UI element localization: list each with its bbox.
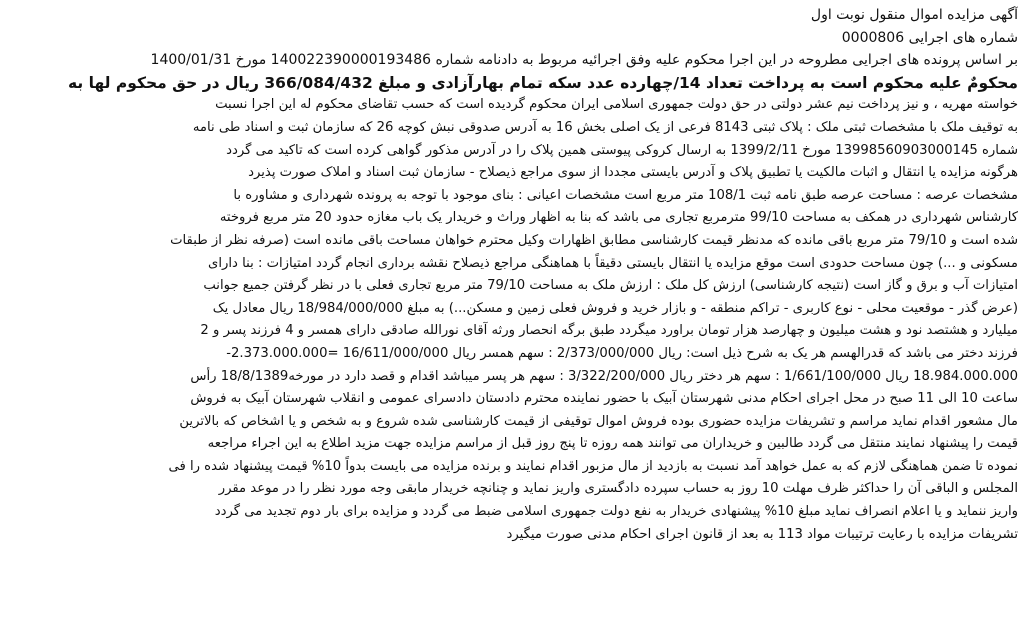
notice-body-line: (عرض گذر - موقعیت محلی - نوع کاربری - تراکم منطقه - و بازار خرید و فروش فعلی زمین و مسکن...) به مبلغ 18/984/000/000 ریال معادل یک <box>212 300 1018 316</box>
notice-body-line: هرگونه مزایده یا انتقال و اثبات مالکیت یا تطبیق پلاک و آدرس بایستی مجددا از سوی مراجع ذیصلاح - سازمان ثبت اسناد و املاک صورت پذیرد <box>248 165 1018 181</box>
auction-notice <box>6 0 1018 546</box>
notice-body-line: 18.984.000.000 ریال 1/661/100/000 : سهم هر دختر ریال 3/322/200/000 : سهم هر پسر میباشد اقدام و قصد دارد در مورخه18/8/1389 رأس <box>190 368 1018 384</box>
notice-body-line: شماره 13998560903000145 مورخ 1399/2/11 به ارسال کروکی پیوستی همین پلاک را در آدرس مذکور گواهی کرده است که تاکید می گردد <box>226 142 1018 158</box>
notice-body-line: خواسته مهریه ، و نیز پرداخت نیم عشر دولتی در حق دولت جمهوری اسلامی ایران محکوم گردیده است که حسب تقاضای محکوم له این اجرا نسبت <box>215 97 1018 113</box>
notice-body-line: امتیازات آب و برق و گاز است (نتیجه کارشناسی) ارزش کل ملک : ارزش ملک به مساحت 79/10 متر مربع تجاری فعلی با در نظر گرفتن جمیع جوانب <box>203 278 1018 294</box>
notice-body-line: شده است و 79/10 متر مربع باقی مانده که مدنظر قیمت کارشناسی مطابق اظهارات وکیل محترم خواهان مساحت باقی مانده است (صرفه نظر از طبقات <box>170 232 1018 248</box>
notice-body-line: مسکونی و ...) چون مساحت حدودی است موقع مزایده یا انتقال بایستی دقیقاً با هماهنگی مراجع ذیصلاح نقشه برداری انجام گردد امتیازات : بنا دارای <box>208 255 1018 271</box>
notice-reference-number: شماره های اجرایی 0000806 <box>841 29 1018 46</box>
notice-body-line: واریز ننماید و یا اعلام انصراف نماید مبلغ 10% پیشنهادی خریدار به نفع دولت جمهوری اسلامی ضبط می گردد و مزایده برای بار دوم تجدید می گردد <box>214 504 1018 520</box>
notice-body-line: ساعت 10 الی 11 صبح در محل اجرای احکام مدنی شهرستان آبیک با حضور نماینده محترم دادستان دادسرای عمومی و انقلاب شهرستان آبیک به فروش <box>190 391 1018 407</box>
notice-body-line: فرزند دختر می باشد که قدرالهسم هر یک به شرح ذیل است: ریال 2/373/000/000 : سهم همسر ریال 16/611/000/000 =2.373.000.000- <box>226 345 1018 361</box>
notice-body-line: مال مشعور اقدام نماید مراسم و تشریفات مزایده حضوری بوده فروش اموال توقیفی از قیمت کارشناسی شده شروع و به شخص و یا اشخاص که بالاترین <box>179 413 1018 429</box>
notice-body-line: مشخصات عرصه : مساحت عرصه طبق نامه ثبت 108/1 متر مربع است مشخصات اعیانی : بنای موجود با توجه به پرونده شهرداری و مشاوره با <box>233 187 1018 203</box>
notice-body-line: کارشناس شهرداری در همکف به مساحت 99/10 مترمربع تجاری می باشد که بنا به اظهار وراث و خریدار یک باب مغازه حدود 20 متر مربع فروخته <box>219 210 1018 226</box>
notice-body-line: تشریفات مزایده با رعایت ترتیبات مواد 113 به بعد از قانون اجرای احکام مدنی صورت میگیرد <box>506 526 1018 542</box>
notice-body-line: میلیارد و هشتصد نود و هشت میلیون و چهارصد هزار تومان براورد میگردد طبق برگه انحصار ورثه آقای نورالله صادقی دارای همسر و 4 فرزند پسر و 2 <box>200 323 1018 339</box>
notice-body-line: نموده تا ضمن هماهنگی لازم که به عمل خواهد آمد نسبت به بازدید از مال مزبور اقدام نمایند و برنده مزایده می بایست بدواً 10% قیمت پیشنهاد شده را فی <box>168 458 1018 474</box>
notice-body-line: بر اساس پرونده های اجرایی مطروحه در این اجرا محکوم علیه وفق اجرائیه مربوط به دادنامه شماره 140022390000193486 مورخ 1400/01/31 <box>150 52 1018 69</box>
notice-body-line: قیمت را پیشنهاد نمایند منتقل می گردد طالبین و خریداران می توانند همه روزه تا پنج روز قبل از مراسم مزایده جهت مزید اطلاع به این اجراء مراجعه <box>207 436 1018 452</box>
notice-body-line: المجلس و الباقی آن را حداکثر ظرف مهلت 10 روز به حساب سپرده دادگستری واریز نماید و چنانچه خریدار مابقی وجه مورد نظر را در موعد مقرر <box>218 481 1018 497</box>
notice-body-line: به توقیف ملک با مشخصات ثبتی ملک : پلاک ثبتی 8143 فرعی از یک اصلی بخش 16 به آدرس صدوقی نبش کوچه 26 که سازمان ثبت و اسناد طی نامه <box>192 119 1018 135</box>
notice-title: آگهی مزایده اموال منقول نوبت اول <box>810 7 1018 23</box>
notice-body-line: محکومٌ علیه محکوم است به پرداخت تعداد 14/چهارده عدد سکه تمام بهارآزادی و مبلغ 366/084/432 ریال در حق محکوم لها به <box>68 73 1018 92</box>
